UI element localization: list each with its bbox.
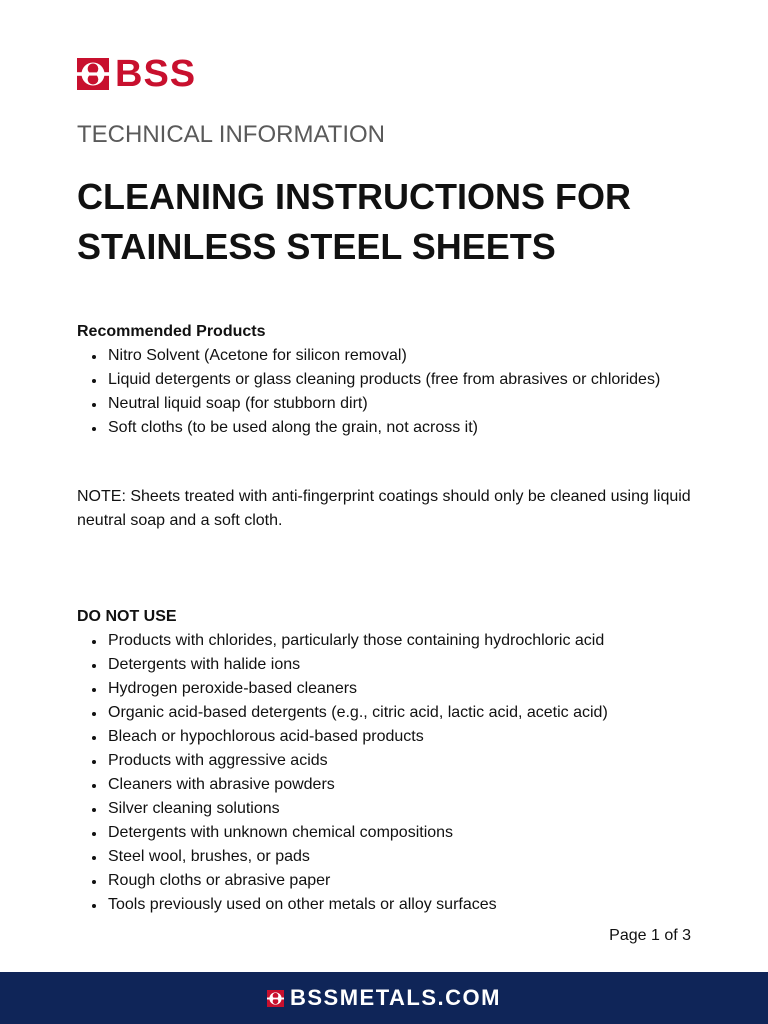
do-not-use-list	[88, 629, 688, 917]
document-title-line: STAINLESS STEEL SHEETS	[77, 226, 556, 267]
list-item: Steel wool, brushes, or pads	[88, 845, 688, 869]
bss-logo-icon	[267, 990, 284, 1007]
list-item: Nitro Solvent (Acetone for silicon removal)	[88, 344, 688, 368]
list-item: Products with chlorides, particularly those containing hydrochloric acid	[88, 629, 688, 653]
list-item: Detergents with halide ions	[88, 653, 688, 677]
document-category: TECHNICAL INFORMATION	[77, 121, 386, 148]
footer-website-link[interactable]: BSSMETALS.COM	[290, 985, 501, 1010]
list-item: Products with aggressive acids	[88, 749, 688, 773]
list-item: Silver cleaning solutions	[88, 797, 688, 821]
footer-bar	[0, 972, 768, 1024]
page-number: Page 1 of 3	[609, 927, 691, 944]
brand-logo-text: BSS	[115, 53, 197, 95]
anti-fingerprint-note: NOTE: Sheets treated with anti-fingerprint coatings should only be cleaned using liquid neutral soap and a soft cloth.	[77, 488, 691, 529]
list-item: Detergents with unknown chemical compositions	[88, 821, 688, 845]
list-item: Tools previously used on other metals or alloy surfaces	[88, 893, 688, 917]
list-item: Liquid detergents or glass cleaning products (free from abrasives or chlorides)	[88, 368, 688, 392]
list-item: Bleach or hypochlorous acid-based products	[88, 725, 688, 749]
bss-logo-icon	[77, 58, 109, 90]
recommended-products-list	[88, 344, 688, 440]
document-title	[77, 172, 717, 272]
brand-logo	[77, 53, 197, 95]
document-title-line: CLEANING INSTRUCTIONS FOR	[77, 176, 631, 217]
list-item: Rough cloths or abrasive paper	[88, 869, 688, 893]
list-item: Cleaners with abrasive powders	[88, 773, 688, 797]
list-item: Soft cloths (to be used along the grain, not across it)	[88, 416, 688, 440]
do-not-use-heading: DO NOT USE	[77, 608, 177, 625]
list-item: Hydrogen peroxide-based cleaners	[88, 677, 688, 701]
list-item: Neutral liquid soap (for stubborn dirt)	[88, 392, 688, 416]
list-item: Organic acid-based detergents (e.g., citric acid, lactic acid, acetic acid)	[88, 701, 688, 725]
recommended-products-heading: Recommended Products	[77, 323, 266, 340]
